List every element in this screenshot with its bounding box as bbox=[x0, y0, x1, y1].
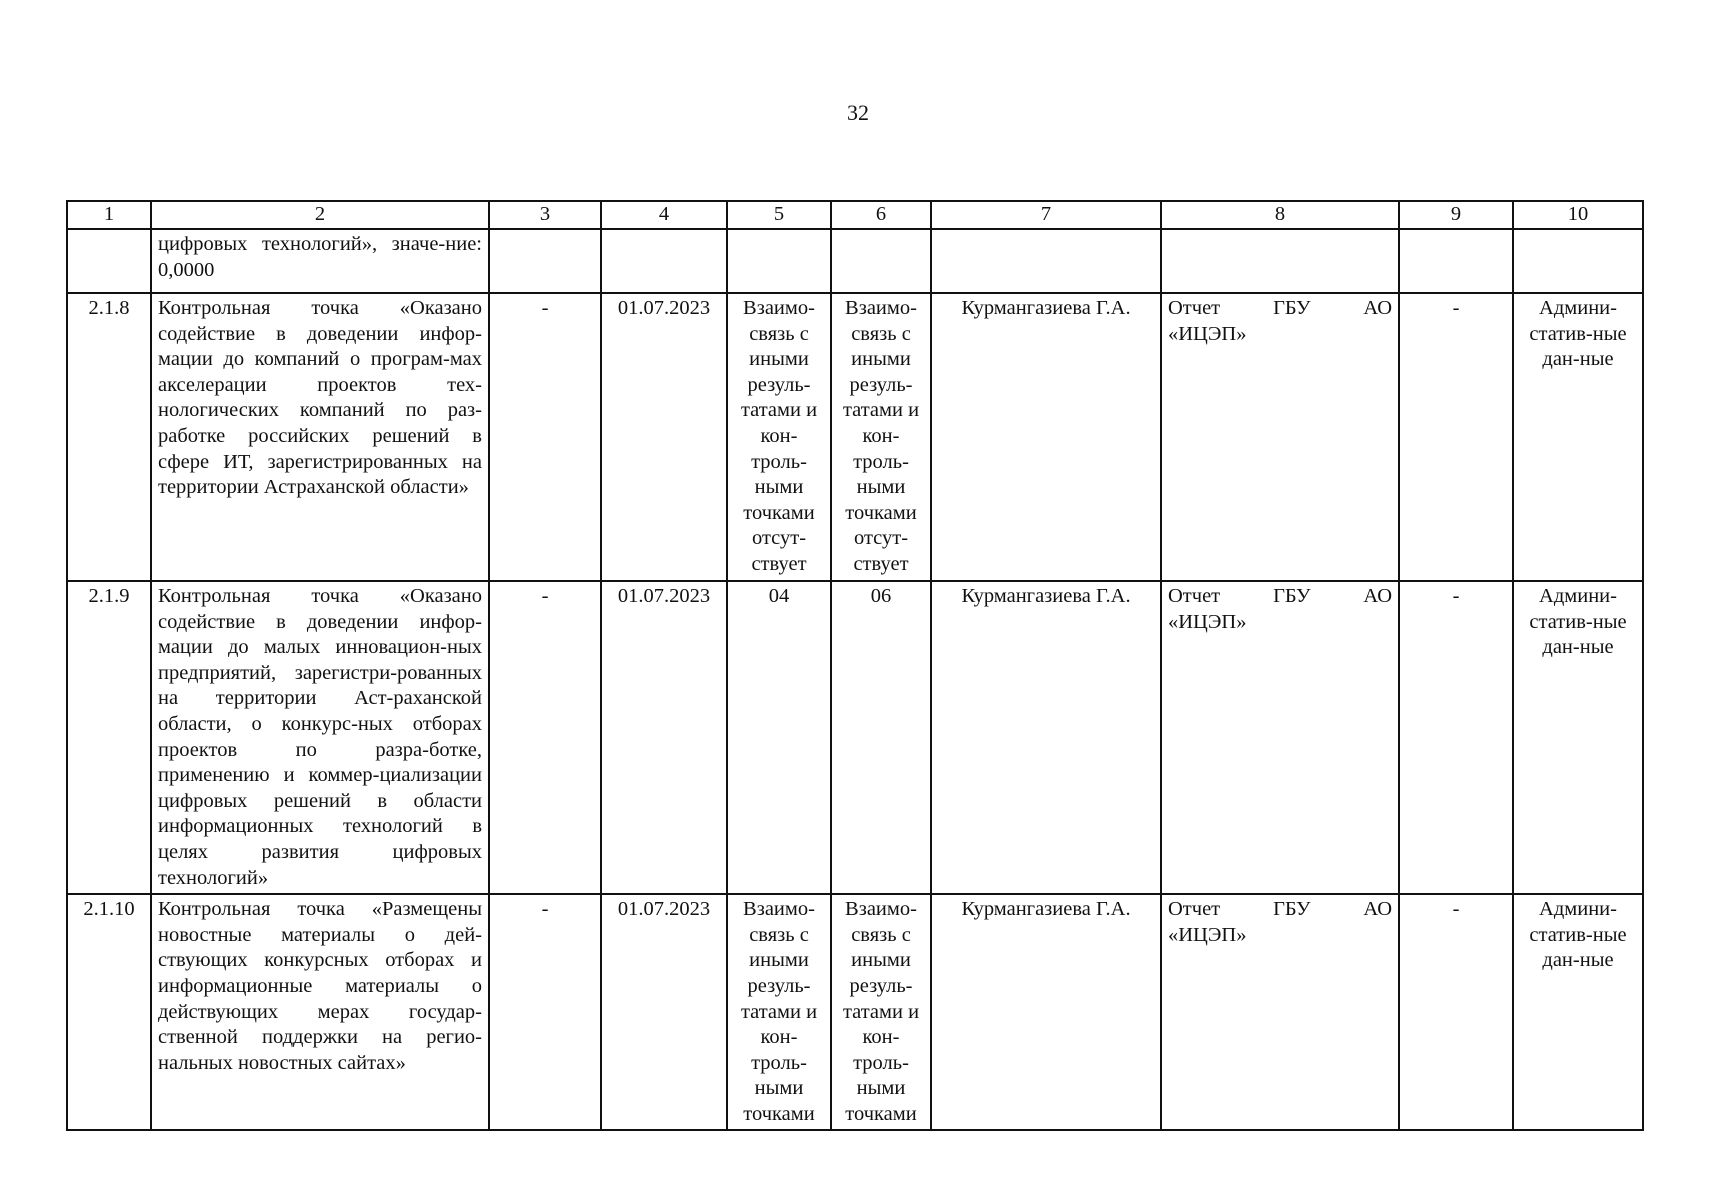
report-word: Отчет bbox=[1168, 585, 1221, 607]
cell-col3 bbox=[489, 229, 601, 293]
cell-col3: - bbox=[489, 581, 601, 894]
row-number: 2.1.8 bbox=[67, 293, 151, 581]
column-header-6: 6 bbox=[831, 201, 931, 229]
cell-col9: - bbox=[1399, 894, 1513, 1130]
cell-col5: Взаимо-связь с иными резуль-татами и кон-троль-ными точками bbox=[727, 894, 831, 1130]
column-header-9: 9 bbox=[1399, 201, 1513, 229]
cell-col5: 04 bbox=[727, 581, 831, 894]
cell-col6: 06 bbox=[831, 581, 931, 894]
row-description: Контрольная точка «Оказано содействие в доведении инфор-мации до малых инновацион-ных предприятий, зарегистри-рованных на территории Аст-раханской области, о конкурс-ных отборах проектов по разра-ботке, применению и коммер-циализации цифровых решений в области информационных технологий в целях развития цифровых технологий» bbox=[151, 581, 489, 894]
report-type: АО bbox=[1363, 585, 1392, 607]
cell-col3: - bbox=[489, 894, 601, 1130]
table-row bbox=[67, 581, 1643, 894]
row-number: 2.1.10 bbox=[67, 894, 151, 1130]
report-word: Отчет bbox=[1168, 898, 1221, 921]
cell-date: 01.07.2023 bbox=[601, 581, 727, 894]
cell-report bbox=[1161, 293, 1399, 581]
report-org: ГБУ bbox=[1273, 297, 1311, 319]
table-row bbox=[67, 894, 1643, 1130]
column-header-2: 2 bbox=[151, 201, 489, 229]
table-row bbox=[67, 293, 1643, 581]
row-number bbox=[67, 229, 151, 293]
header-row bbox=[67, 201, 1643, 229]
cell-col3: - bbox=[489, 293, 601, 581]
column-header-1: 1 bbox=[67, 201, 151, 229]
cell-report bbox=[1161, 894, 1399, 1130]
row-description: Контрольная точка «Размещены новостные материалы о дей-ствующих конкурсных отборах и информационные материалы о действующих мерах государ-ственной поддержки на регио-нальных новостных сайтах» bbox=[151, 894, 489, 1130]
column-header-4: 4 bbox=[601, 201, 727, 229]
cell-col9: - bbox=[1399, 293, 1513, 581]
column-header-7: 7 bbox=[931, 201, 1161, 229]
cell-col6 bbox=[831, 229, 931, 293]
cell-col6: Взаимо-связь с иными резуль-татами и кон-троль-ными точками bbox=[831, 894, 931, 1130]
cell-responsible bbox=[931, 229, 1161, 293]
column-header-5: 5 bbox=[727, 201, 831, 229]
table-row bbox=[67, 229, 1643, 293]
cell-col5: Взаимо-связь с иными резуль-татами и кон-троль-ными точками отсут-ствует bbox=[727, 293, 831, 581]
cell-date: 01.07.2023 bbox=[601, 894, 727, 1130]
cell-col5 bbox=[727, 229, 831, 293]
column-header-3: 3 bbox=[489, 201, 601, 229]
report-type: АО bbox=[1363, 898, 1392, 921]
cell-report bbox=[1161, 229, 1399, 293]
row-number: 2.1.9 bbox=[67, 581, 151, 894]
report-name: «ИЦЭП» bbox=[1168, 322, 1247, 345]
report-name: «ИЦЭП» bbox=[1168, 610, 1247, 633]
report-name: «ИЦЭП» bbox=[1168, 923, 1247, 946]
cell-date bbox=[601, 229, 727, 293]
cell-col6: Взаимо-связь с иными резуль-татами и кон-троль-ными точками отсут-ствует bbox=[831, 293, 931, 581]
cell-responsible: Курмангазиева Г.А. bbox=[931, 581, 1161, 894]
report-org: ГБУ bbox=[1273, 585, 1311, 607]
row-description: цифровых технологий», значе-ние: 0,0000 bbox=[151, 229, 489, 293]
report-type: АО bbox=[1363, 297, 1392, 319]
cell-responsible: Курмангазиева Г.А. bbox=[931, 293, 1161, 581]
report-org: ГБУ bbox=[1273, 898, 1311, 921]
column-header-10: 10 bbox=[1513, 201, 1643, 229]
cell-col9 bbox=[1399, 229, 1513, 293]
cell-data-source bbox=[1513, 229, 1643, 293]
control-points-table bbox=[66, 200, 1644, 1131]
column-header-8: 8 bbox=[1161, 201, 1399, 229]
cell-data-source: Админи-статив-ные дан-ные bbox=[1513, 894, 1643, 1130]
report-word: Отчет bbox=[1168, 297, 1221, 319]
cell-col9: - bbox=[1399, 581, 1513, 894]
cell-data-source: Админи-статив-ные дан-ные bbox=[1513, 581, 1643, 894]
cell-date: 01.07.2023 bbox=[601, 293, 727, 581]
cell-responsible: Курмангазиева Г.А. bbox=[931, 894, 1161, 1130]
page-number: 32 bbox=[847, 100, 869, 125]
row-description: Контрольная точка «Оказано содействие в доведении инфор-мации до компаний о програм-мах акселерации проектов тех-нологических компаний по раз-работке российских решений в сфере ИТ, зарегистрированных на территории Астраханской области» bbox=[151, 293, 489, 581]
cell-data-source: Админи-статив-ные дан-ные bbox=[1513, 293, 1643, 581]
cell-report bbox=[1161, 581, 1399, 894]
